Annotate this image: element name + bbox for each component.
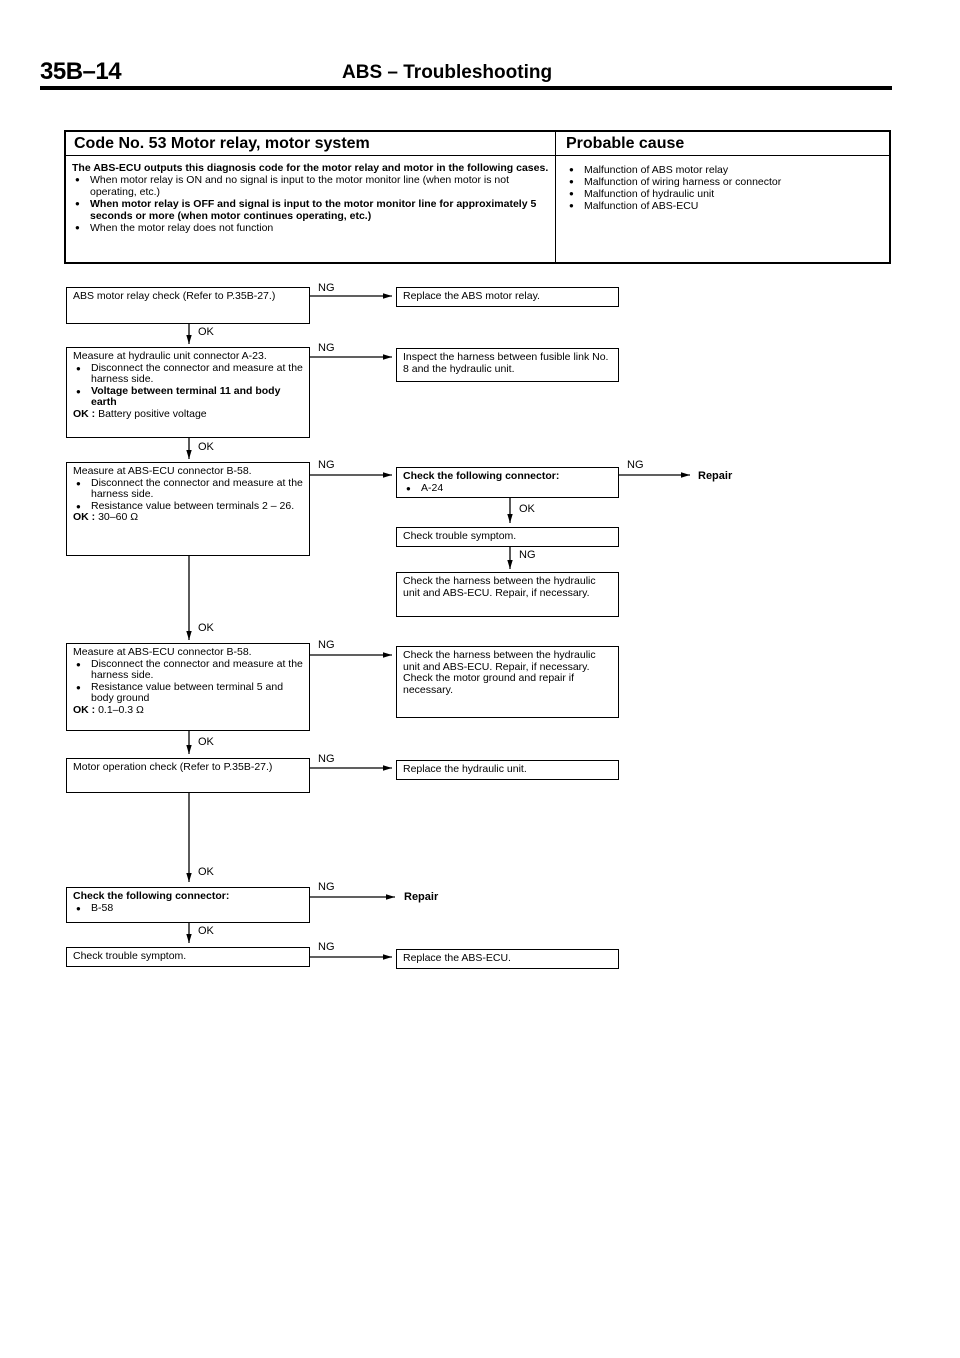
step-bullet: ● Disconnect the connector and measure at the harness side. xyxy=(73,363,305,386)
step-text: Check the harness between the hydraulic unit and ABS-ECU. Repair, if necessary. Check the motor ground and repair if necessary. xyxy=(403,649,596,696)
step-bullet: ● Voltage between terminal 11 and body earth xyxy=(73,386,305,409)
step-text: Motor operation check (Refer to P.35B-27.) xyxy=(73,761,273,773)
step-motor-operation-check xyxy=(66,758,310,793)
step-title: Measure at ABS-ECU connector B-58. xyxy=(73,646,252,658)
cause-item: ● Malfunction of hydraulic unit xyxy=(566,188,885,200)
ok-label: OK xyxy=(519,503,535,515)
code-description: The ABS-ECU outputs this diagnosis code for the motor relay and motor in the following cases. xyxy=(72,162,549,174)
ok-criteria-label: OK : xyxy=(73,511,96,524)
code-title: Code No. 53 Motor relay, motor system xyxy=(66,132,556,156)
ok-label: OK xyxy=(198,326,214,338)
step-measure-ecu-connector-26 xyxy=(66,462,310,556)
step-motor-relay-check xyxy=(66,287,310,324)
ng-label: NG xyxy=(627,459,644,471)
step-bullet: ● Disconnect the connector and measure at the harness side. xyxy=(73,478,305,501)
ok-criteria-value: Battery positive voltage xyxy=(98,407,207,420)
step-text: Check the harness between the hydraulic unit and ABS-ECU. Repair, if necessary. xyxy=(403,575,596,599)
step-measure-ecu-connector-ground xyxy=(66,643,310,731)
step-text: Inspect the harness between fusible link No. 8 and the hydraulic unit. xyxy=(403,351,609,375)
step-text: Check trouble symptom. xyxy=(403,530,517,542)
step-title: Measure at hydraulic unit connector A-23. xyxy=(73,350,267,362)
step-bullet: ● Resistance value between terminal 5 and body ground xyxy=(73,682,305,705)
ng-label: NG xyxy=(318,639,335,651)
step-title: Check the following connector: xyxy=(73,890,230,902)
case-item: ● When the motor relay does not function xyxy=(72,222,551,234)
ok-criteria-label: OK : xyxy=(73,703,96,716)
step-text: Replace the ABS motor relay. xyxy=(403,290,540,302)
step-text: ABS motor relay check (Refer to P.35B-27.) xyxy=(73,290,276,302)
ok-criteria-value: 30–60 Ω xyxy=(98,511,139,524)
ng-label: NG xyxy=(519,549,536,561)
step-check-trouble-symptom-final xyxy=(66,947,310,967)
cause-item: ● Malfunction of ABS-ECU xyxy=(566,200,885,212)
ok-criteria-label: OK : xyxy=(73,407,96,420)
ng-label: NG xyxy=(318,342,335,354)
cause-item: ● Malfunction of ABS motor relay xyxy=(566,164,885,176)
step-text: Replace the ABS-ECU. xyxy=(403,952,511,964)
ng-label: NG xyxy=(318,282,335,294)
step-replace-hydraulic-unit xyxy=(396,760,619,780)
step-check-connector-b58 xyxy=(66,887,310,923)
step-replace-abs-ecu xyxy=(396,949,619,969)
ok-label: OK xyxy=(198,925,214,937)
ng-label: NG xyxy=(318,459,335,471)
ng-label: NG xyxy=(318,753,335,765)
step-check-harness-motor-ground xyxy=(396,646,619,718)
ng-label: NG xyxy=(318,881,335,893)
step-check-harness-hydraulic-ecu xyxy=(396,572,619,617)
ok-label: OK xyxy=(198,441,214,453)
page-title: ABS – Troubleshooting xyxy=(342,62,553,83)
ok-label: OK xyxy=(198,622,214,634)
step-check-connector-a24 xyxy=(396,467,619,498)
repair-result: Repair xyxy=(698,470,733,482)
step-bullet: ● A-24 xyxy=(403,483,614,495)
repair-result: Repair xyxy=(404,891,439,903)
case-item: ● When motor relay is OFF and signal is input to the motor monitor line for approximately 5 seconds or more (when motor continues operating, etc.) xyxy=(72,198,551,222)
ok-label: OK xyxy=(198,866,214,878)
step-title: Check the following connector: xyxy=(403,470,560,482)
cause-item: ● Malfunction of wiring harness or connector xyxy=(566,176,885,188)
ng-label: NG xyxy=(318,941,335,953)
step-inspect-fusible-link-harness xyxy=(396,348,619,382)
case-item: ● When motor relay is ON and no signal is input to the motor monitor line (when motor is not operating, etc.) xyxy=(72,174,551,198)
ok-label: OK xyxy=(198,736,214,748)
step-text: Check trouble symptom. xyxy=(73,950,187,962)
step-text: Replace the hydraulic unit. xyxy=(403,763,527,775)
ok-criteria-value: 0.1–0.3 Ω xyxy=(98,703,144,716)
step-measure-hydraulic-connector xyxy=(66,347,310,438)
step-bullet: ● B-58 xyxy=(73,903,305,915)
step-check-trouble-symptom xyxy=(396,527,619,547)
step-replace-motor-relay xyxy=(396,287,619,307)
step-bullet: ● Resistance value between terminals 2 – 26. xyxy=(73,501,305,513)
page-number: 35B–14 xyxy=(40,58,122,85)
step-title: Measure at ABS-ECU connector B-58. xyxy=(73,465,252,477)
step-bullet: ● Disconnect the connector and measure at the harness side. xyxy=(73,659,305,682)
probable-cause-title: Probable cause xyxy=(556,132,889,156)
